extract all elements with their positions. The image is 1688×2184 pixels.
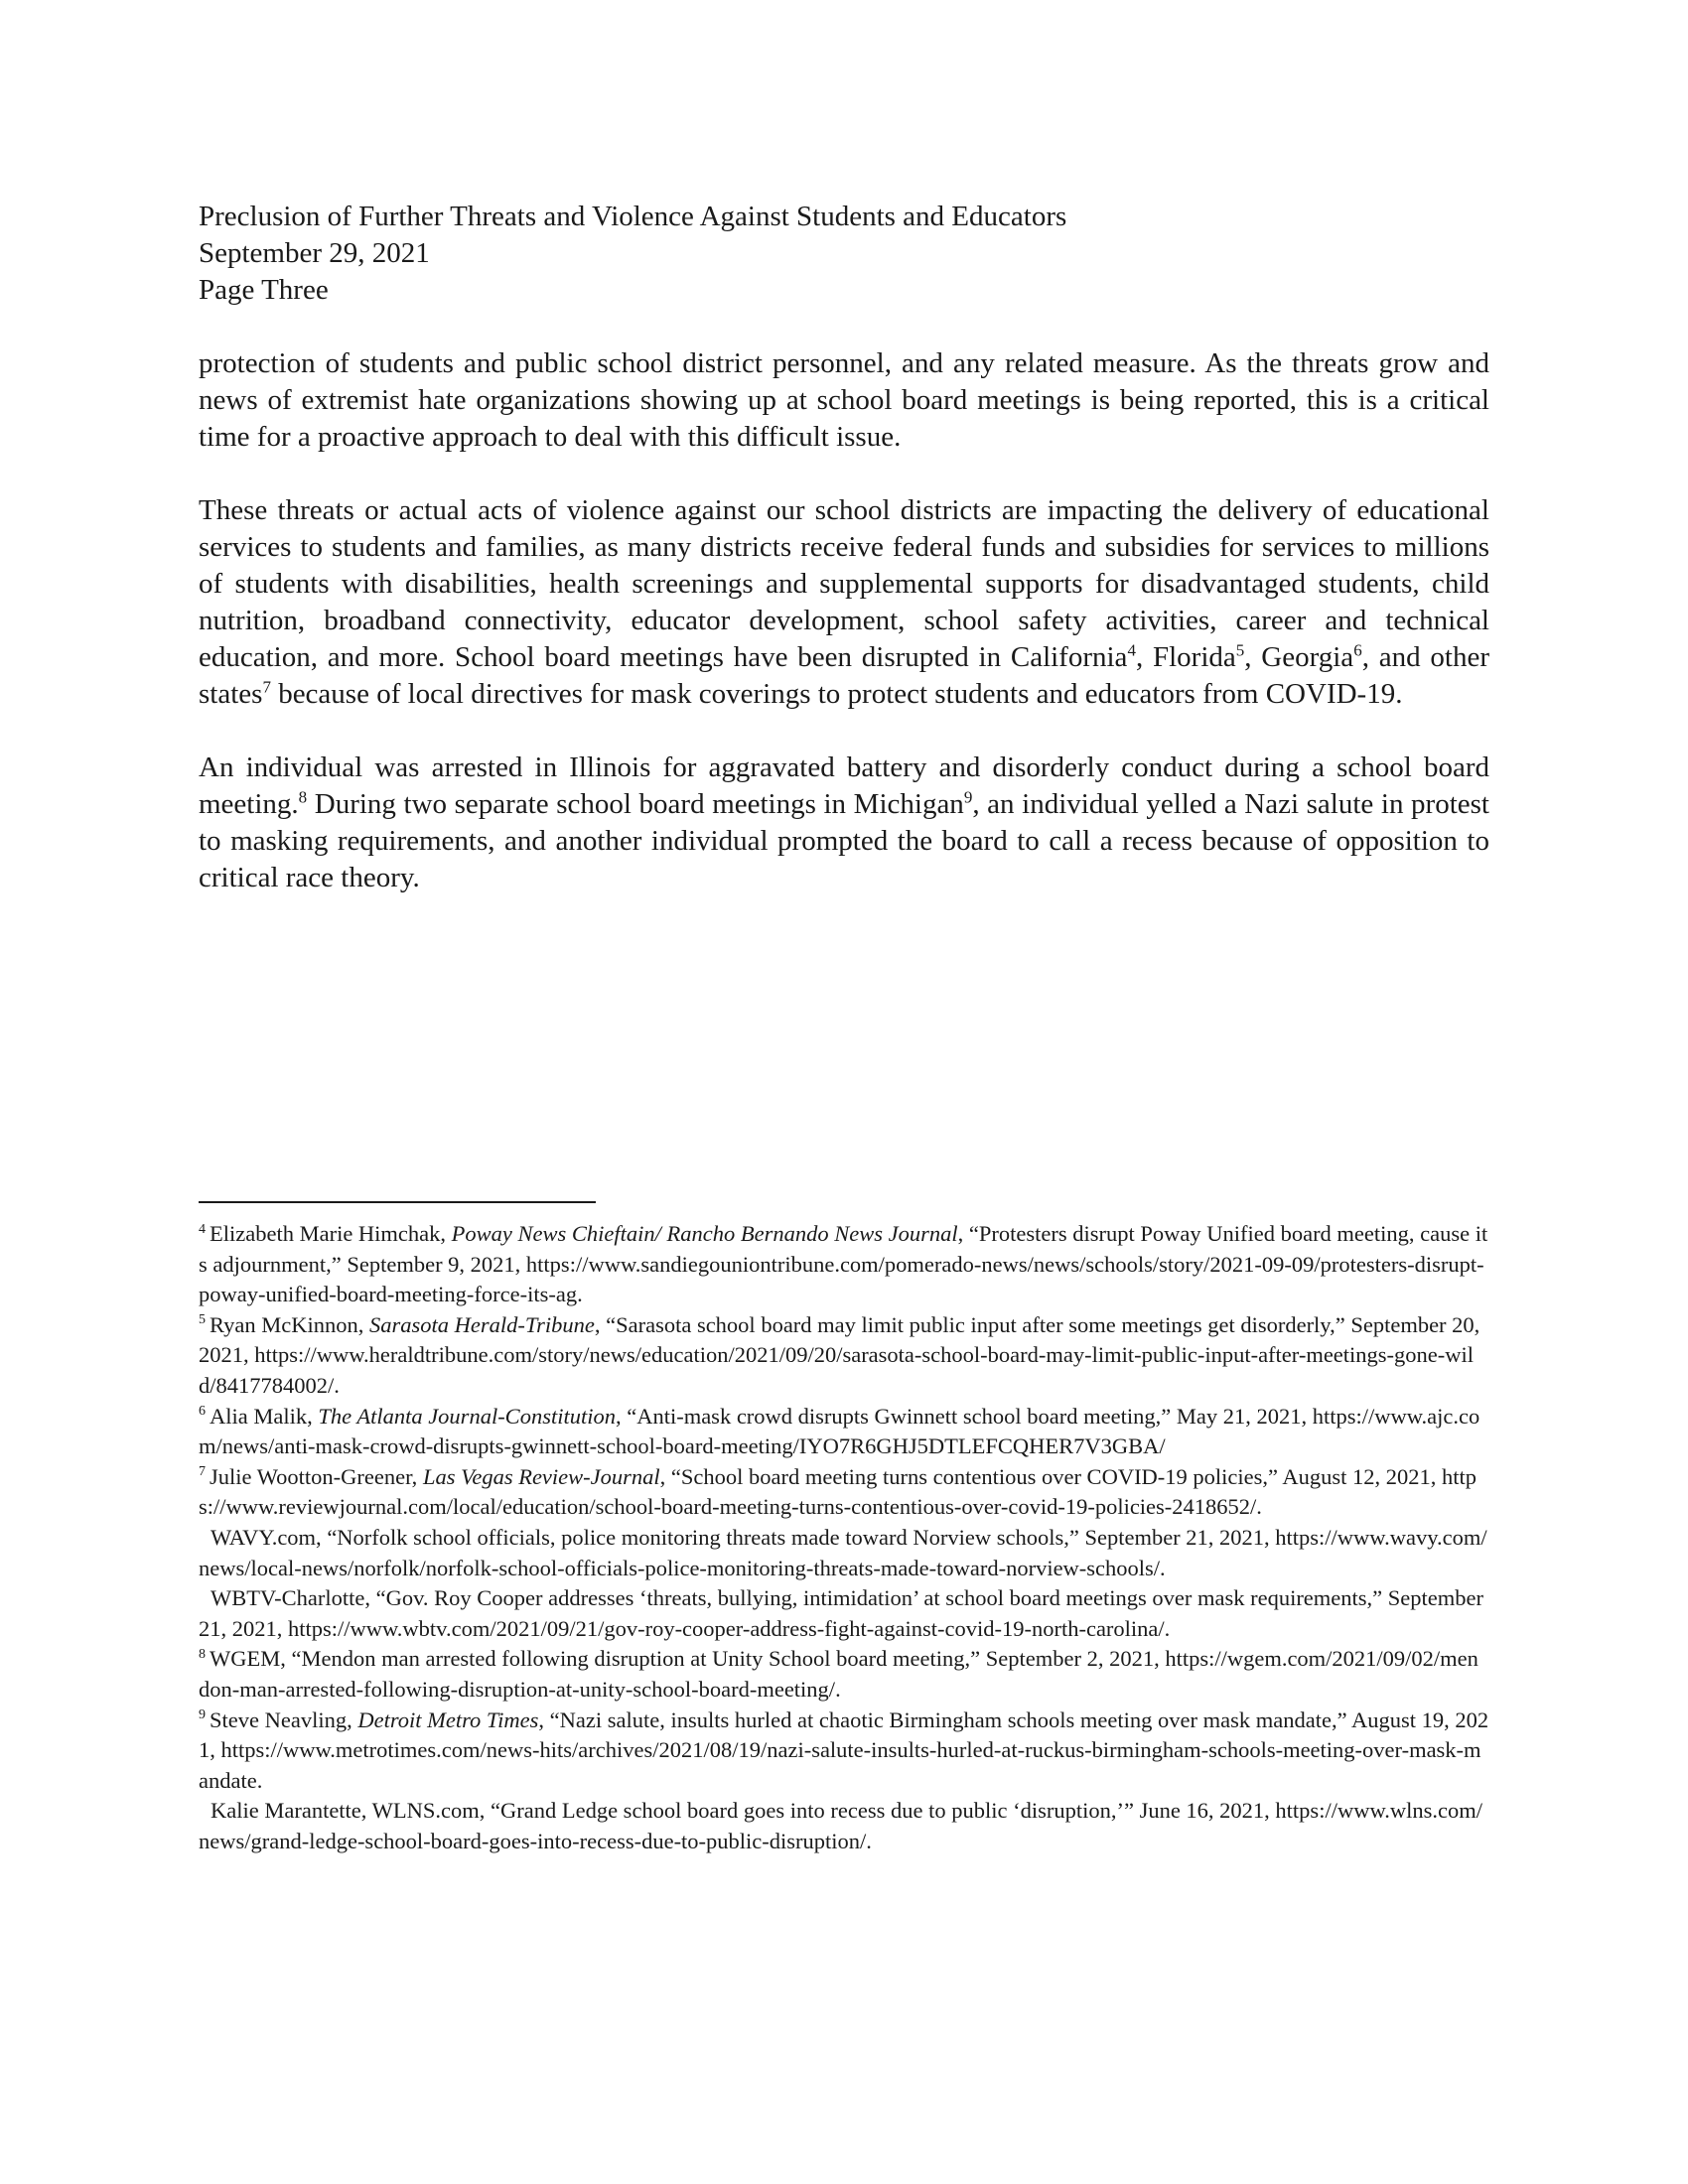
footnote-ref[interactable]: 8 <box>298 787 308 807</box>
footnote <box>199 1644 1489 1705</box>
footnote-source: Detroit Metro Times <box>357 1706 539 1732</box>
body-paragraph <box>199 750 1489 896</box>
header-date: September 29, 2021 <box>199 237 430 269</box>
footnote-citation[interactable]: , “School board meeting turns contentious over COVID-19 policies,” August 12, 2021, https://www.reviewjournal.com/local/education/school-board-meeting-turns-contentious-over-covid-19-policies-2418652/. <box>199 1463 1477 1520</box>
footnote-source: Poway News Chieftain/ Rancho Bernando News Journal <box>451 1221 958 1246</box>
body-text: , an individual yelled a Nazi salute in protest to masking requirements, and another individual prompted the board to call a recess because of opposition to critical race theory. <box>199 788 1489 893</box>
footnote-author: Ryan McKinnon, <box>210 1311 369 1337</box>
body-text: , Georgia <box>1244 641 1354 673</box>
footnote <box>199 1402 1489 1462</box>
footnote-author: Julie Wootton-Greener, <box>210 1463 423 1489</box>
body-text: An individual was arrested in Illinois for aggravated battery and disorderly conduct during a school board meeting. <box>199 751 1489 820</box>
footnote <box>199 1796 1489 1856</box>
footnote <box>199 1706 1489 1797</box>
body-text: , Florida <box>1135 641 1236 673</box>
body-text: These threats or actual acts of violence against our school districts are impacting the delivery of educational services to students and families, as many districts receive federal funds and subsidies for services to millions of students with disabilities, health screenings and supplemental supports for disadvantaged students, child nutrition, broadband connectivity, educator development, school safety activities, career and technical education, and more. School board meetings have been disrupted in California <box>199 494 1489 673</box>
body-text: , and other states <box>199 641 1489 710</box>
footnote-citation[interactable]: , “Protesters disrupt Poway Unified board meeting, cause its adjournment,” September 9, 2021, https://www.sandiegouniontribune.com/pomerado-news/news/schools/story/2021-09-09/protesters-disrupt-poway-unified-board-meeting-force-its-ag. <box>199 1221 1488 1307</box>
footnote <box>199 1462 1489 1523</box>
footnotes <box>199 1219 1489 1856</box>
header-title: Preclusion of Further Threats and Violence Against Students and Educators <box>199 201 1067 232</box>
footnote <box>199 1219 1489 1310</box>
letter-body <box>199 345 1489 896</box>
footnote-author: Elizabeth Marie Himchak, <box>210 1221 452 1246</box>
footnote-source: Sarasota Herald-Tribune <box>368 1311 595 1337</box>
footnote-source: Las Vegas Review-Journal <box>422 1463 660 1489</box>
footnote <box>199 1310 1489 1402</box>
body-text: During two separate school board meetings in Michigan <box>307 788 964 820</box>
footnote-number: 5 <box>199 1312 206 1328</box>
footnote-author: Alia Malik, <box>210 1403 319 1429</box>
page-header <box>199 199 1066 309</box>
footnote-ref[interactable]: 5 <box>1235 640 1245 660</box>
footnote-author: WAVY.com, <box>211 1524 328 1550</box>
footnote-number: 9 <box>199 1707 206 1722</box>
footnote-ref[interactable]: 4 <box>1127 640 1136 660</box>
footnote-author: WGEM, <box>210 1646 292 1672</box>
footnote-citation[interactable]: “Grand Ledge school board goes into recess due to public ‘disruption,’” June 16, 2021, https://www.wlns.com/news/grand-ledge-school-board-goes-into-recess-due-to-public-disruption/. <box>199 1798 1482 1853</box>
body-paragraph: protection of students and public school district personnel, and any related measure. As the threats grow and news of extremist hate organizations showing up at school board meetings is being reported, this is a critical time for a proactive approach to deal with this difficult issue. <box>199 347 1489 453</box>
footnote-author: WBTV-Charlotte, <box>211 1585 376 1611</box>
footnote <box>199 1523 1489 1583</box>
footnote-ref[interactable]: 6 <box>1353 640 1362 660</box>
footnote-ref[interactable]: 7 <box>262 677 271 697</box>
footnote-number: 7 <box>199 1464 206 1480</box>
footnote-citation[interactable]: , “Anti-mask crowd disrupts Gwinnett school board meeting,” May 21, 2021, https://www.ajc.com/news/anti-mask-crowd-disrupts-gwinnett-school-board-meeting/IYO7R6GHJ5DTLEFCQHER7V3GBA/ <box>199 1403 1480 1459</box>
footnote-citation[interactable]: “Gov. Roy Cooper addresses ‘threats, bullying, intimidation’ at school board meetings over mask requirements,” September 21, 2021, https://www.wbtv.com/2021/09/21/gov-roy-cooper-address-fight-against-covid-19-north-carolina/. <box>199 1585 1483 1641</box>
footnote-author: Kalie Marantette, WLNS.com, <box>211 1798 491 1824</box>
header-page-number: Page Three <box>199 274 329 306</box>
footnote-citation[interactable]: , “Sarasota school board may limit public input after some meetings get disorderly,” September 20, 2021, https://www.heraldtribune.com/story/news/education/2021/09/20/sarasota-school-board-may-limit-public-input-after-meetings-gone-wild/8417784002/. <box>199 1311 1480 1398</box>
body-paragraph <box>199 492 1489 713</box>
footnote <box>199 1583 1489 1644</box>
footnote-ref[interactable]: 9 <box>963 787 973 807</box>
footnote-source: The Atlanta Journal-Constitution <box>318 1403 616 1429</box>
footnote-author: Steve Neavling, <box>210 1706 358 1732</box>
footnote-separator <box>199 1201 596 1203</box>
footnote-number: 6 <box>199 1404 206 1420</box>
footnote-number: 4 <box>199 1221 206 1237</box>
footnote-number: 8 <box>199 1646 206 1662</box>
footnote-citation[interactable]: “Mendon man arrested following disruption at Unity School board meeting,” September 2, 2021, https://wgem.com/2021/09/02/mendon-man-arrested-following-disruption-at-unity-school-board-meeting/. <box>199 1646 1478 1702</box>
body-text: because of local directives for mask coverings to protect students and educators from COVID-19. <box>270 678 1403 710</box>
footnote-citation[interactable]: “Norfolk school officials, police monitoring threats made toward Norview schools,” September 21, 2021, https://www.wavy.com/news/local-news/norfolk/norfolk-school-officials-police-monitoring-threats-made-toward-norview-schools/. <box>199 1524 1487 1580</box>
footnote-citation[interactable]: , “Nazi salute, insults hurled at chaotic Birmingham schools meeting over mask mandate,” August 19, 2021, https://www.metrotimes.com/news-hits/archives/2021/08/19/nazi-salute-insults-hurled-at-ruckus-birmingham-schools-meeting-over-mask-mandate. <box>199 1706 1489 1793</box>
